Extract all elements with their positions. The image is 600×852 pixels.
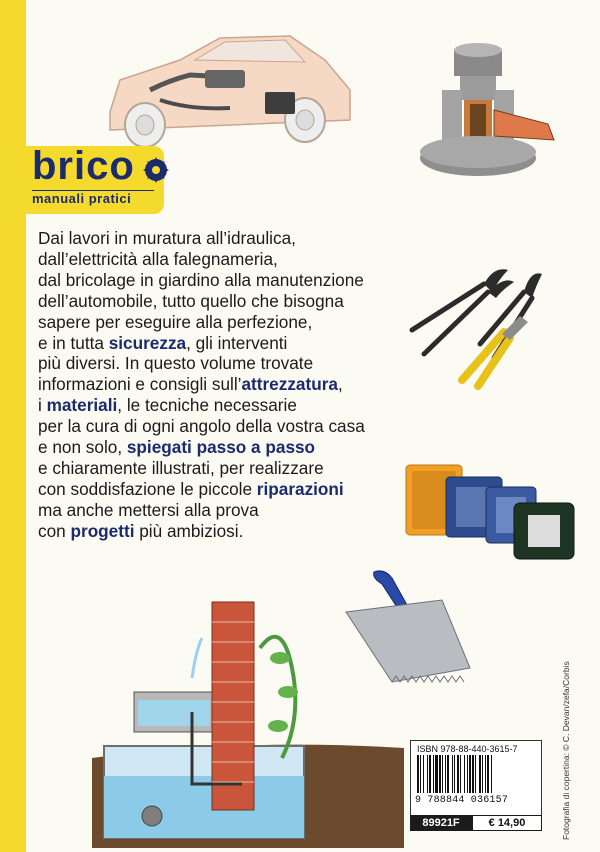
barcode-bar xyxy=(469,755,471,793)
price-label: € 14,90 xyxy=(472,815,542,831)
barcode-bar xyxy=(452,755,453,793)
description-text: per la cura di ogni angolo della vostra casa xyxy=(38,416,365,437)
highlighted-keyword: spiegati passo a passo xyxy=(126,437,316,458)
back-cover-description xyxy=(38,228,408,542)
barcode-bar xyxy=(447,755,449,793)
highlighted-keyword: materiali xyxy=(46,395,118,416)
price-row xyxy=(410,815,542,831)
pliers-illustration xyxy=(404,262,554,392)
highlighted-keyword: sicurezza xyxy=(108,332,187,353)
brico-logo-word: brico xyxy=(32,144,135,188)
highlighted-keyword: riparazioni xyxy=(256,478,344,499)
ean-digits: 9 788844 036157 xyxy=(415,795,509,806)
barcode-bar xyxy=(485,755,486,793)
barcode-bar xyxy=(472,755,474,793)
description-text: informazioni e consigli sull’ xyxy=(38,374,242,395)
saw-blade-icon xyxy=(142,156,170,184)
barcode-bar xyxy=(433,755,434,793)
barcode-bar xyxy=(487,755,489,793)
highlighted-keyword: attrezzatura xyxy=(241,374,338,395)
description-text: dell’automobile, tutto quello che bisogna xyxy=(38,290,344,311)
barcode-bar xyxy=(442,755,443,793)
barcode-bar xyxy=(429,755,431,793)
barcode-box xyxy=(410,740,542,822)
barcode-bar xyxy=(417,755,419,793)
description-text: con soddisfazione le piccole xyxy=(38,478,257,499)
description-text: ma anche mettersi alla prova xyxy=(38,499,259,520)
description-text: e non solo, xyxy=(38,437,127,458)
description-text: e chiaramente illustrati, per realizzare xyxy=(38,457,324,478)
barcode-bar xyxy=(479,755,481,793)
barcode-bar xyxy=(464,755,465,793)
barcode-bar xyxy=(423,755,424,793)
description-text: con xyxy=(38,520,71,541)
barcode-bar xyxy=(454,755,455,793)
electrical-box-illustration xyxy=(404,455,584,565)
garden-fountain-illustration xyxy=(92,588,404,848)
barcode-bar xyxy=(475,755,476,793)
barcode-bar xyxy=(435,755,438,793)
description-text: i xyxy=(38,395,47,416)
description-text: dal bricolage in giardino alla manutenzione xyxy=(38,269,364,290)
description-text: , gli interventi xyxy=(186,332,288,353)
barcode-bar xyxy=(482,755,483,793)
barcode-bar xyxy=(491,755,492,793)
photo-credit: Fotografia di copertina: © C. Devan/zefa/Corbis xyxy=(561,661,571,840)
yellow-side-band xyxy=(0,0,26,852)
faucet-cutaway-illustration xyxy=(408,40,558,190)
description-text: , le tecniche necessarie xyxy=(117,395,297,416)
description-text: , xyxy=(337,374,343,395)
barcode-bar xyxy=(439,755,441,793)
barcode-bar xyxy=(467,755,468,793)
brico-logo xyxy=(26,146,164,214)
barcode-bar xyxy=(460,755,461,793)
barcode-bar xyxy=(427,755,428,793)
brico-logo-tagline: manuali pratici xyxy=(32,190,154,207)
barcode-bar xyxy=(457,755,459,793)
product-code: 89921F xyxy=(410,815,472,831)
isbn-label: ISBN 978-88-440-3615-7 xyxy=(417,744,518,754)
description-text: più diversi. In questo volume trovate xyxy=(38,353,314,374)
highlighted-keyword: progetti xyxy=(70,520,135,541)
barcode-bar xyxy=(445,755,446,793)
description-text: sapere per eseguire alla perfezione, xyxy=(38,311,313,332)
description-text: e in tutta xyxy=(38,332,109,353)
description-text: più ambiziosi. xyxy=(134,520,244,541)
barcode-bar xyxy=(420,755,421,793)
barcode-bars xyxy=(417,755,535,793)
description-text: Dai lavori in muratura all’idraulica, xyxy=(38,228,296,248)
description-text: dall’elettricità alla falegnameria, xyxy=(38,248,278,269)
car-illustration xyxy=(100,20,360,160)
